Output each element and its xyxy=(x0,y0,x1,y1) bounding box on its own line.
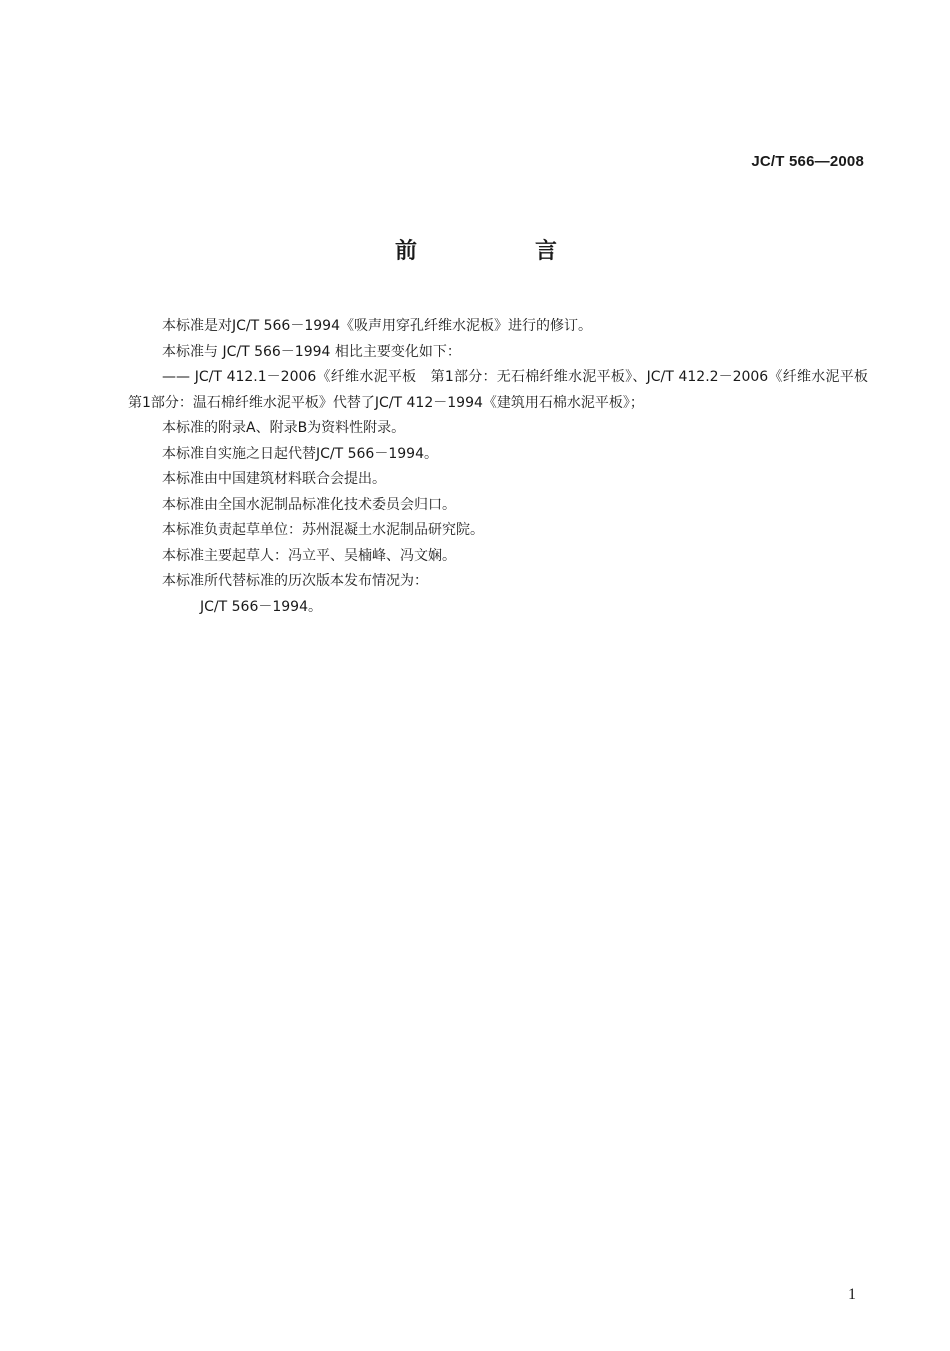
foreword-body xyxy=(128,314,882,620)
paragraph: 本标准所代替标准的历次版本发布情况为： xyxy=(162,573,428,589)
paragraph-history-entry: JC/T 566－1994。 xyxy=(200,598,322,615)
paragraph: 本标准的附录A、附录B为资料性附录。 xyxy=(162,420,406,436)
paragraph: 本标准由中国建筑材料联合会提出。 xyxy=(162,471,386,487)
paragraph: 本标准主要起草人：冯立平、吴楠峰、冯文娴。 xyxy=(162,547,456,564)
page-number: 1 xyxy=(848,1286,856,1303)
paragraph: 本标准与 JC/T 566－1994 相比主要变化如下： xyxy=(162,343,461,360)
paragraph: 本标准由全国水泥制品标准化技术委员会归口。 xyxy=(162,496,456,513)
standard-code: JC/T 566—2008 xyxy=(751,153,864,170)
paragraph-change-item: —— JC/T 412.1－2006《纤维水泥平板 第1部分：无石棉纤维水泥平板》、JC/T 412.2－2006《纤维水泥平板 第1部分：温石棉纤维水泥平板》代替了JC/T 412－1994《建筑用石棉水泥平板》； xyxy=(128,369,882,411)
page-title: 前 言 xyxy=(394,239,605,264)
paragraph: 本标准自实施之日起代替JC/T 566－1994。 xyxy=(162,445,438,462)
paragraph: 本标准是对JC/T 566－1994《吸声用穿孔纤维水泥板》进行的修订。 xyxy=(162,318,592,334)
paragraph: 本标准负责起草单位：苏州混凝土水泥制品研究院。 xyxy=(162,522,484,538)
